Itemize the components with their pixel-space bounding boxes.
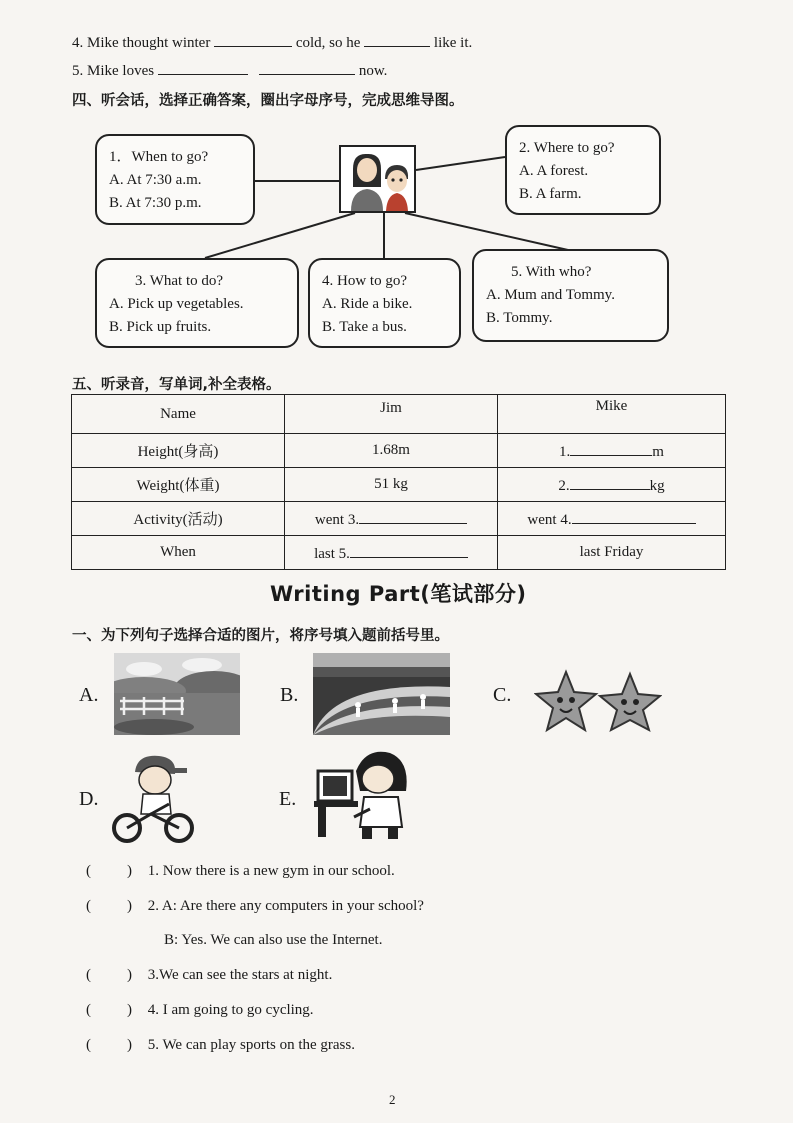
answer-paren[interactable]: ( )	[86, 1037, 132, 1053]
section5-heading: 五、听录音，写单词,补全表格。	[72, 377, 281, 393]
option-a[interactable]: A. At 7:30 a.m.	[109, 172, 202, 188]
mindmap-box-how	[308, 258, 461, 348]
blank-number: 1.	[559, 443, 571, 460]
blank-number: last 5.	[314, 545, 350, 562]
picture-c-stars	[534, 668, 662, 734]
box-question: 2. Where to go?	[519, 140, 615, 156]
cell-blank	[498, 502, 726, 536]
writing-part-title: Writing Part(笔试部分)	[270, 582, 527, 606]
question-5	[86, 1037, 355, 1054]
answer-blank[interactable]	[570, 475, 650, 490]
option-a[interactable]: A. Pick up vegetables.	[109, 296, 244, 312]
question-2-reply: B: Yes. We can also use the Internet.	[164, 932, 383, 948]
option-a[interactable]: A. A forest.	[519, 163, 589, 179]
table-row	[72, 468, 726, 502]
picture-d-cycling	[111, 752, 195, 844]
box-question: 1．When to go?	[109, 149, 209, 165]
cell-blank	[285, 536, 498, 570]
question-3	[86, 967, 332, 984]
stars-illustration	[534, 668, 662, 734]
unit: m	[652, 443, 664, 460]
picture-b-gym	[313, 653, 450, 735]
table-header-cell: Jim	[285, 395, 498, 434]
option-b[interactable]: B. At 7:30 p.m.	[109, 195, 202, 211]
table-row	[72, 502, 726, 536]
option-b[interactable]: B. Take a bus.	[322, 319, 407, 335]
fill-item-5-text: 5. Mike loves	[72, 63, 155, 79]
gym-track-illustration	[313, 653, 450, 735]
option-b[interactable]: B. Pick up fruits.	[109, 319, 212, 335]
question-text: 4. I am going to go cycling.	[147, 1002, 314, 1018]
boy-cycling-illustration	[111, 752, 195, 844]
mindmap-box-where	[505, 125, 661, 215]
table-header-cell: Name	[72, 395, 285, 434]
page-number: 2	[389, 1092, 396, 1107]
cell-blank	[285, 502, 498, 536]
picture-label-d: D.	[79, 788, 99, 810]
picture-e-computer	[314, 747, 414, 843]
cell-value: 51 kg	[285, 468, 498, 502]
mindmap-center-picture	[339, 145, 416, 213]
box-question: 5. With who?	[511, 264, 592, 280]
mindmap-box-when	[95, 134, 255, 225]
fill-item-5-text-b: now.	[358, 63, 388, 79]
mindmap-box-what	[95, 258, 299, 348]
answer-paren[interactable]: ( )	[86, 863, 132, 879]
cell-blank	[498, 434, 726, 468]
question-text: 1. Now there is a new gym in our school.	[147, 863, 395, 879]
table-header-row	[72, 395, 726, 434]
writing-heading: 一、为下列句子选择合适的图片，将序号填入题前括号里。	[72, 628, 449, 644]
picture-label-e: E.	[279, 788, 297, 810]
option-a[interactable]: A. Mum and Tommy.	[486, 287, 615, 303]
row-label: Activity(活动)	[72, 502, 285, 536]
table-row	[72, 434, 726, 468]
option-a[interactable]: A. Ride a bike.	[322, 296, 413, 312]
answer-blank[interactable]	[359, 509, 467, 524]
table-header-cell: Mike	[498, 395, 726, 434]
box-question: 4. How to go?	[322, 273, 407, 289]
info-table	[71, 394, 726, 570]
question-2	[86, 898, 424, 915]
cell-value: last Friday	[498, 536, 726, 570]
option-b[interactable]: B. Tommy.	[486, 310, 553, 326]
question-text: 3.We can see the stars at night.	[147, 967, 333, 983]
cell-value: 1.68m	[285, 434, 498, 468]
picture-a-park	[114, 653, 240, 735]
option-b[interactable]: B. A farm.	[519, 186, 582, 202]
answer-paren[interactable]: ( )	[86, 898, 132, 914]
blank-number: 2.	[558, 477, 570, 494]
picture-label-b: B.	[280, 684, 299, 706]
mother-and-boy-illustration	[341, 147, 414, 211]
section4-heading: 四、听会话，选择正确答案，圈出字母序号，完成思维导图。	[72, 93, 464, 109]
row-label: Height(身高)	[72, 434, 285, 468]
picture-label-c: C.	[493, 684, 512, 706]
park-illustration	[114, 653, 240, 735]
blank-number: went 4.	[527, 511, 572, 528]
fill-item-4-text-c: like it.	[433, 35, 473, 51]
row-label: Weight(体重)	[72, 468, 285, 502]
fill-item-4-text-b: cold, so he	[295, 35, 361, 51]
question-4	[86, 1002, 314, 1019]
answer-paren[interactable]: ( )	[86, 967, 132, 983]
cell-blank	[498, 468, 726, 502]
box-question: 3. What to do?	[135, 273, 224, 289]
answer-blank[interactable]	[570, 441, 652, 456]
table-row	[72, 536, 726, 570]
answer-paren[interactable]: ( )	[86, 1002, 132, 1018]
unit: kg	[649, 477, 665, 494]
row-label: When	[72, 536, 285, 570]
answer-blank[interactable]	[572, 509, 696, 524]
answer-blank[interactable]	[350, 543, 468, 558]
question-1	[86, 863, 395, 880]
blank-number: went 3.	[314, 511, 360, 528]
girl-at-computer-illustration	[314, 747, 414, 843]
fill-item-4-text: 4. Mike thought winter	[72, 35, 211, 51]
mindmap-box-with	[472, 249, 669, 342]
question-text: 2. A: Are there any computers in your school?	[147, 898, 424, 914]
question-text: 5. We can play sports on the grass.	[147, 1037, 355, 1053]
picture-label-a: A.	[79, 684, 99, 706]
